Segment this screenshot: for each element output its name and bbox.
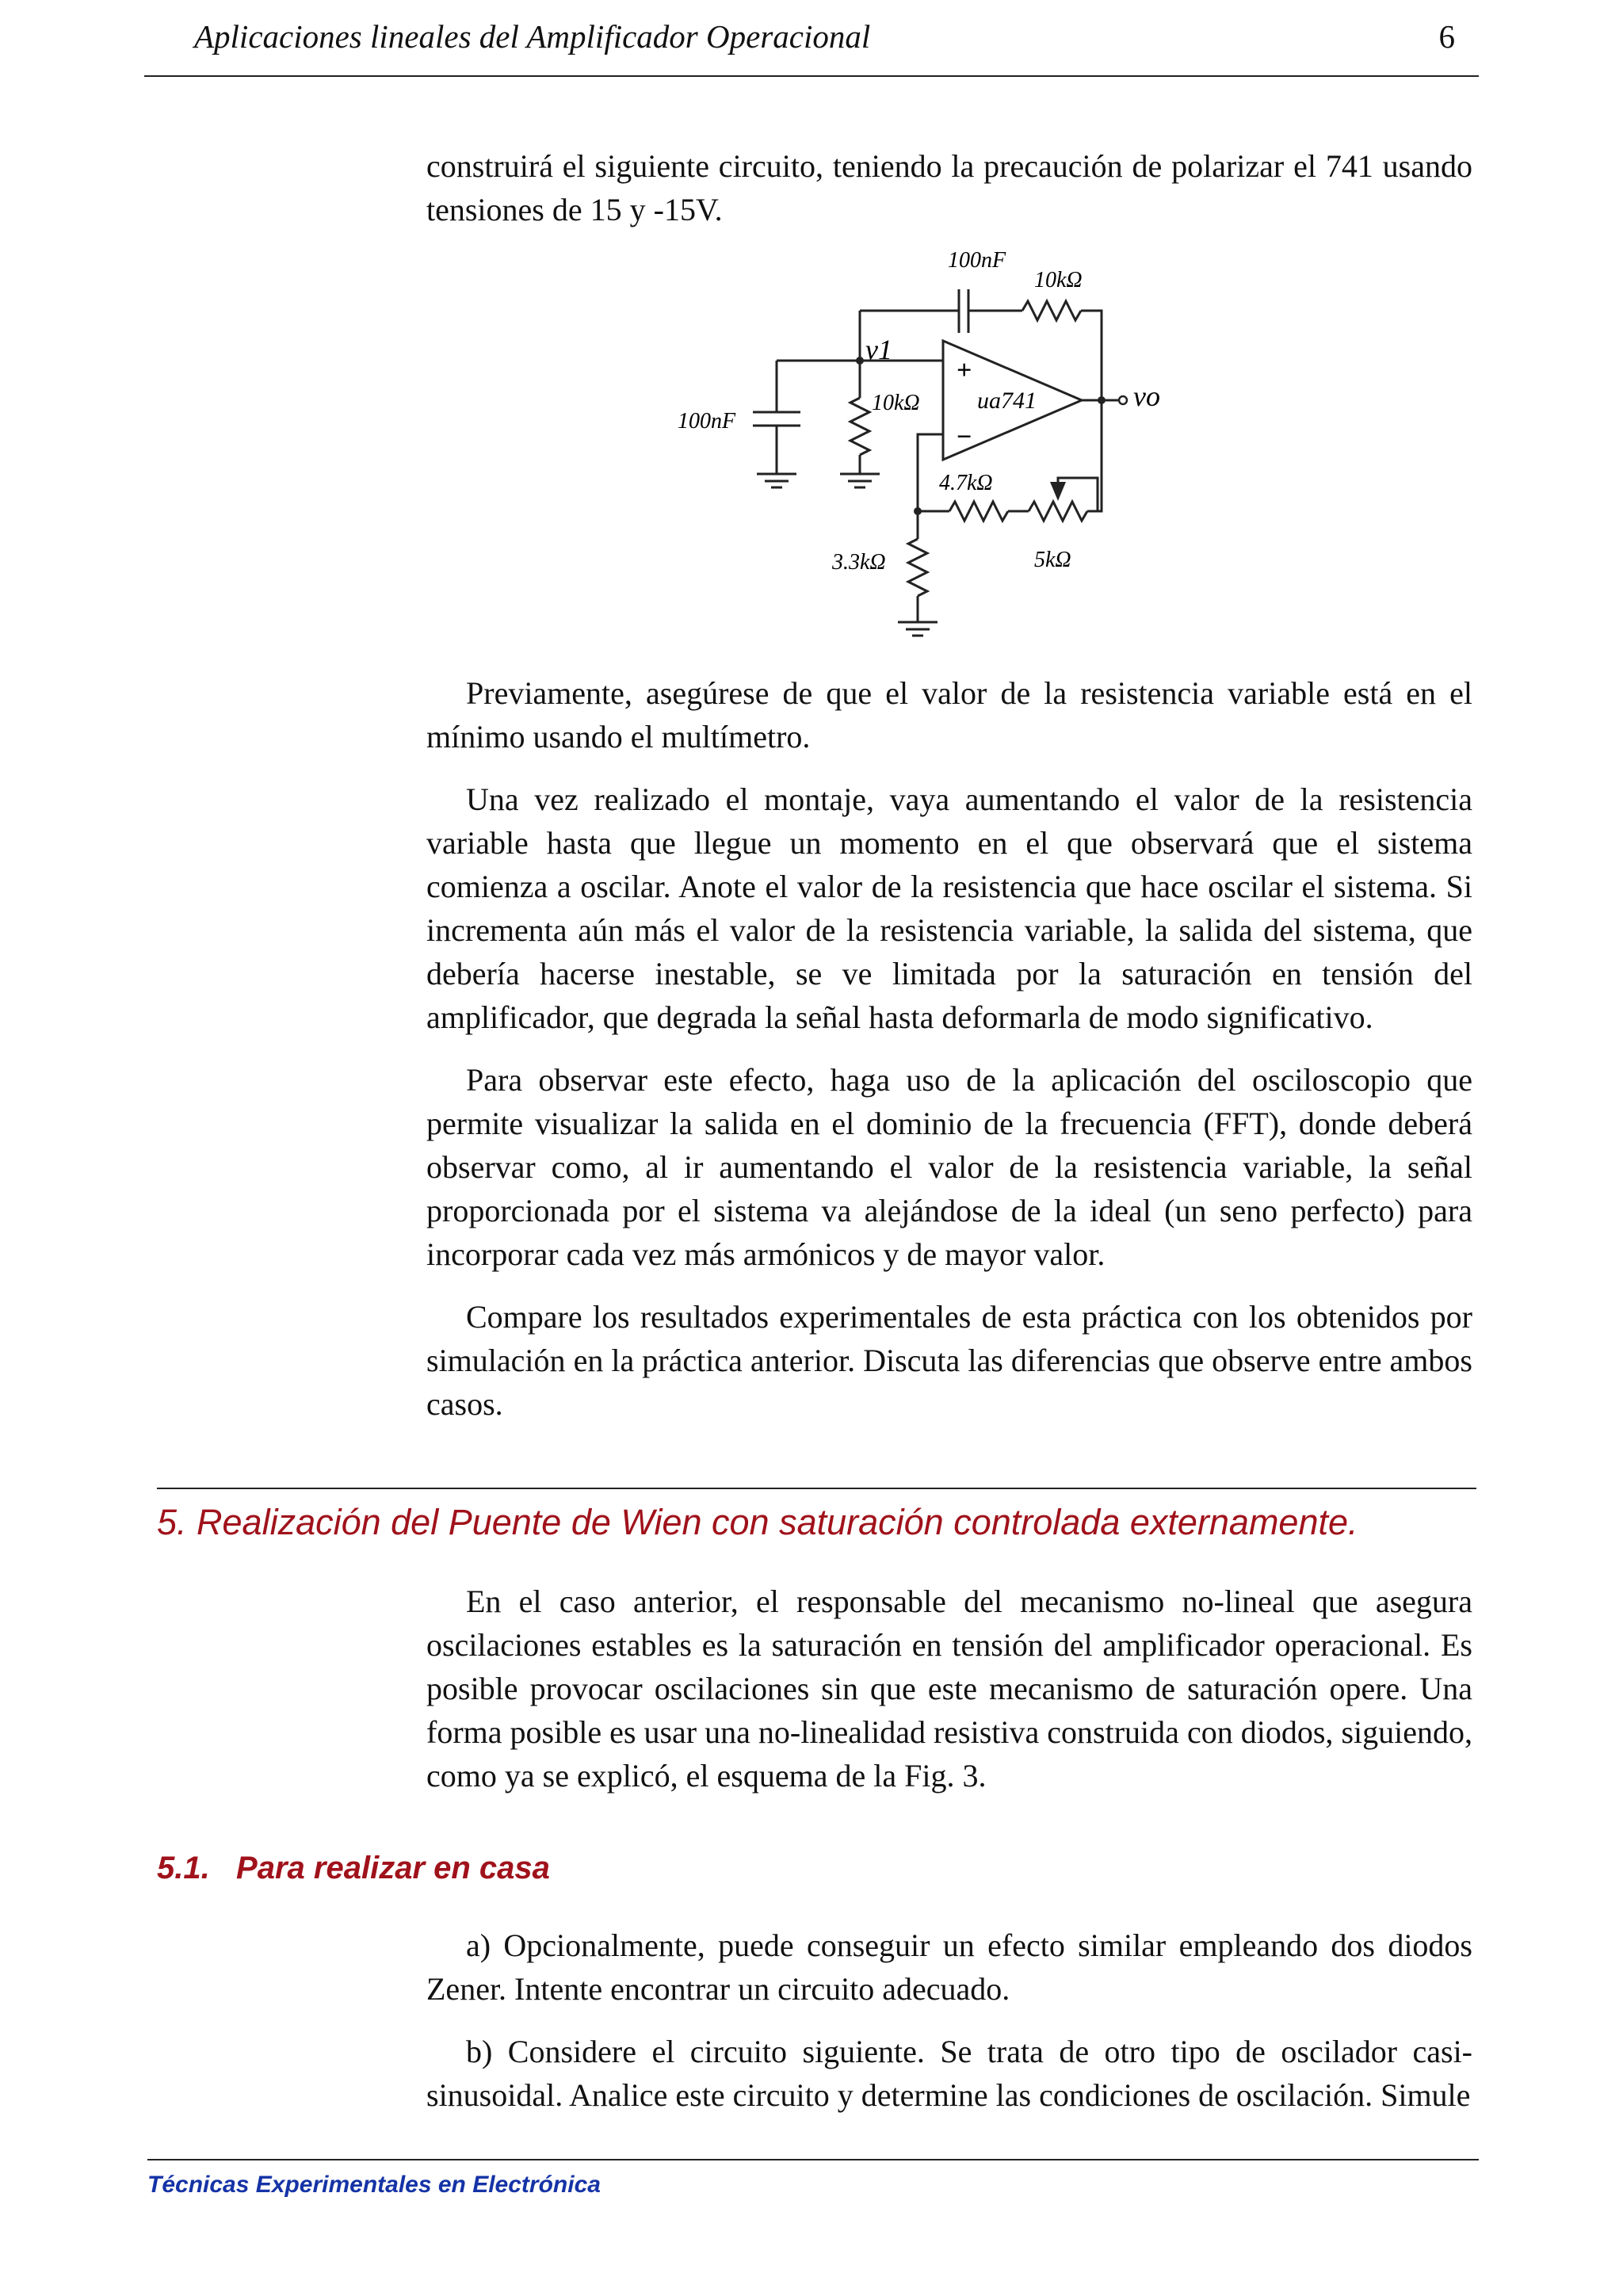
wien-bridge-circuit (658, 238, 1212, 650)
label-c-left: 100nF (678, 409, 736, 434)
label-c-top: 100nF (948, 248, 1006, 273)
intro-paragraph: construirá el siguiente circuito, teniendo la precaución de polarizar el 741 usando tensiones de 15 y -15V. (426, 148, 1472, 227)
resistor-top (1022, 301, 1081, 320)
paragraph-a: a) Opcionalmente, puede conseguir un efecto similar empleando dos diodos Zener. Intente encontrar un circuito adecuado. (426, 1927, 1472, 2007)
label-v1: v1 (865, 334, 892, 365)
label-vo: vo (1133, 380, 1160, 412)
section-5-1-text (426, 1924, 1472, 2136)
section-5-1-heading: 5.1. Para realizar en casa (157, 1851, 550, 1885)
running-header-title: Aplicaciones lineales del Amplificador Operacional (194, 18, 871, 55)
label-r-shunt: 10kΩ (872, 391, 920, 415)
ground-symbol-shunt (840, 474, 880, 487)
resistor-variable (1029, 502, 1087, 521)
label-r-feedback: 4.7kΩ (939, 471, 993, 495)
intro-text (426, 144, 1472, 250)
section-5-paragraph: En el caso anterior, el responsable del mecanismo no-lineal que asegura oscilaciones estables es la saturación en tensión del amplificador operacional. Es posible provocar oscilaciones sin que este mecanismo de saturación opere. Una forma posible es usar una no-linealidad resistiva construida con diodos, siguiendo, como ya se explicó, el esquema de la Fig. 3. (426, 1584, 1472, 1794)
wire-top-right (1081, 311, 1102, 400)
resistor-shunt (850, 398, 869, 455)
label-r-ground: 3.3kΩ (832, 550, 886, 575)
label-minus: − (957, 422, 972, 452)
page-number: 6 (1438, 18, 1455, 55)
wire-fb-right (1087, 400, 1102, 511)
footer-rule (147, 2159, 1479, 2160)
label-r-variable: 5kΩ (1034, 548, 1071, 572)
resistor-ground (908, 539, 927, 596)
section-5-heading: 5. Realización del Puente de Wien con saturación controlada externamente. (157, 1502, 1358, 1542)
paragraph-1: Previamente, asegúrese de que el valor de la resistencia variable está en el mínimo usando el multímetro. (426, 675, 1472, 755)
section-rule (157, 1488, 1476, 1489)
paragraph-4: Compare los resultados experimentales de esta práctica con los obtenidos por simulación en la práctica anterior. Discuta las diferencias que observe entre ambos casos. (426, 1299, 1472, 1422)
footer-text: Técnicas Experimentales en Electrónica (147, 2172, 601, 2198)
label-opamp: ua741 (977, 388, 1037, 414)
paragraph-b: b) Considere el circuito siguiente. Se trata de otro tipo de oscilador casi-sinusoidal. Analice este circuito y determine las condiciones de oscilación. Simule (426, 2034, 1472, 2113)
node-inv-dot (914, 507, 922, 515)
resistor-feedback (949, 502, 1008, 521)
label-plus: + (957, 356, 972, 385)
header-rule (144, 75, 1479, 77)
label-r-top: 10kΩ (1034, 268, 1083, 292)
node-v1-dot (856, 357, 864, 365)
section-5-text (426, 1580, 1472, 1817)
node-output-dot (1098, 396, 1106, 404)
paragraph-2: Una vez realizado el montaje, vaya aumentando el valor de la resistencia variable hasta que llegue un momento en el que observará que el sistema comienza a oscilar. Anote el valor de la resistencia que hace oscilar el sistema. Si incrementa aún más el valor de la resistencia variable, la salida del sistema, que debería hacerse inestable, se ve limitada por la saturación en tensión del amplificador, que degrada la señal hasta deformarla de modo significativo. (426, 781, 1472, 1035)
ground-symbol-bottom (898, 622, 938, 636)
wiper-arrow (1050, 482, 1066, 501)
body-text-block (426, 671, 1472, 1445)
output-terminal (1119, 396, 1127, 404)
ground-symbol-left (757, 474, 796, 487)
paragraph-3: Para observar este efecto, haga uso de la aplicación del osciloscopio que permite visualizar la salida en el dominio de la frecuencia (FFT), donde deberá observar como, al ir aumentando el valor de la resistencia variable, la señal proporcionada por el sistema va alejándose de la ideal (un seno perfecto) para incorporar cada vez más armónicos y de mayor valor. (426, 1062, 1472, 1272)
